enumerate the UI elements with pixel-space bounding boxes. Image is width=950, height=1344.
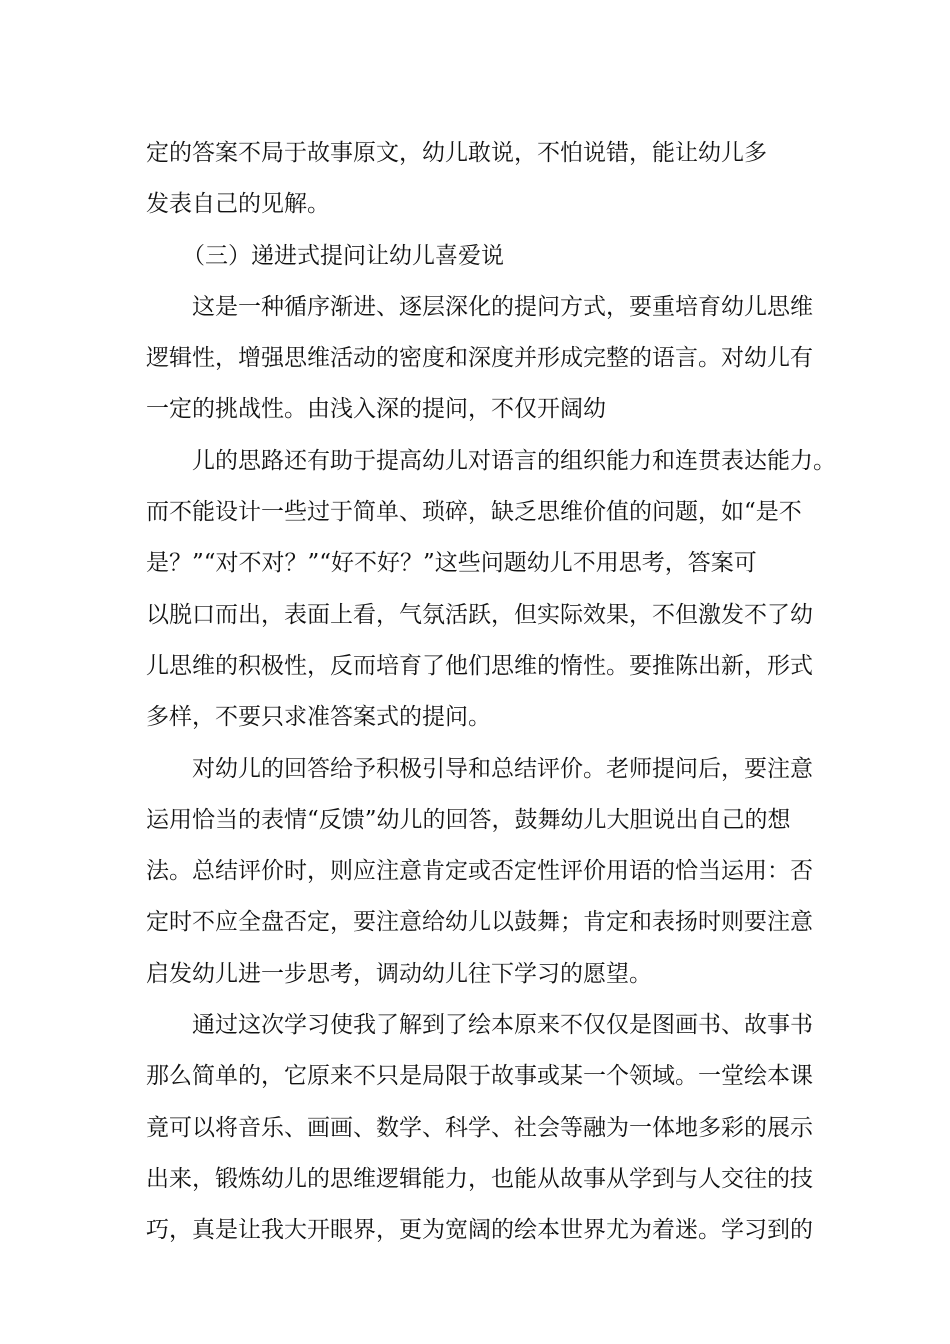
text-line: 发表自己的见解。 [146, 191, 330, 218]
text-line: 定的答案不局于故事原文，幼儿敢说，不怕说错，能让幼儿多 [146, 140, 767, 166]
section-heading: （三）递进式提问让幼儿喜爱说 [182, 242, 504, 269]
text-line: 多样，不要只求准答案式的提问。 [146, 704, 491, 731]
text-line: 定时不应全盘否定，要注意给幼儿以鼓舞；肯定和表扬时则要注意 [146, 909, 813, 936]
text-line: 儿思维的积极性，反而培育了他们思维的惰性。要推陈出新，形式 [146, 652, 813, 679]
text-line: 这是一种循序渐进、逐层深化的提问方式，要重培育幼儿思维 [192, 293, 813, 320]
text-line: 是？”“对不对？”“好不好？”这些问题幼儿不用思考，答案可 [146, 550, 757, 577]
text-line: 那么简单的，它原来不只是局限于故事或某一个领域。一堂绘本课 [146, 1063, 813, 1090]
text-line: 法。总结评价时，则应注意肯定或否定性评价用语的恰当运用：否 [146, 858, 813, 885]
text-line: 一定的挑战性。由浅入深的提问，不仅开阔幼 [146, 396, 606, 423]
text-line: 运用恰当的表情“反馈”幼儿的回答，鼓舞幼儿大胆说出自己的想 [146, 806, 791, 833]
text-line: 逻辑性，增强思维活动的密度和深度并形成完整的语言。对幼儿有 [146, 345, 813, 372]
text-line: 对幼儿的回答给予积极引导和总结评价。老师提问后，要注意 [192, 755, 813, 782]
text-line: 巧，真是让我大开眼界，更为宽阔的绘本世界尤为着迷。学习到的 [146, 1217, 813, 1244]
text-line: 启发幼儿进一步思考，调动幼儿往下学习的愿望。 [146, 960, 652, 987]
text-line: 竟可以将音乐、画画、数学、科学、社会等融为一体地多彩的展示 [146, 1114, 813, 1141]
text-line: 通过这次学习使我了解到了绘本原来不仅仅是图画书、故事书 [192, 1012, 813, 1039]
body-text [146, 128, 836, 1257]
text-line: 而不能设计一些过于简单、琐碎，缺乏思维价值的问题，如“是不 [146, 499, 802, 526]
text-line: 以脱口而出，表面上看，气氛活跃，但实际效果，不但激发不了幼 [146, 601, 813, 628]
text-line: 儿的思路还有助于提高幼儿对语言的组织能力和连贯表达能力。 [192, 447, 836, 474]
text-line: 出来，锻炼幼儿的思维逻辑能力，也能从故事从学到与人交往的技 [146, 1165, 813, 1192]
